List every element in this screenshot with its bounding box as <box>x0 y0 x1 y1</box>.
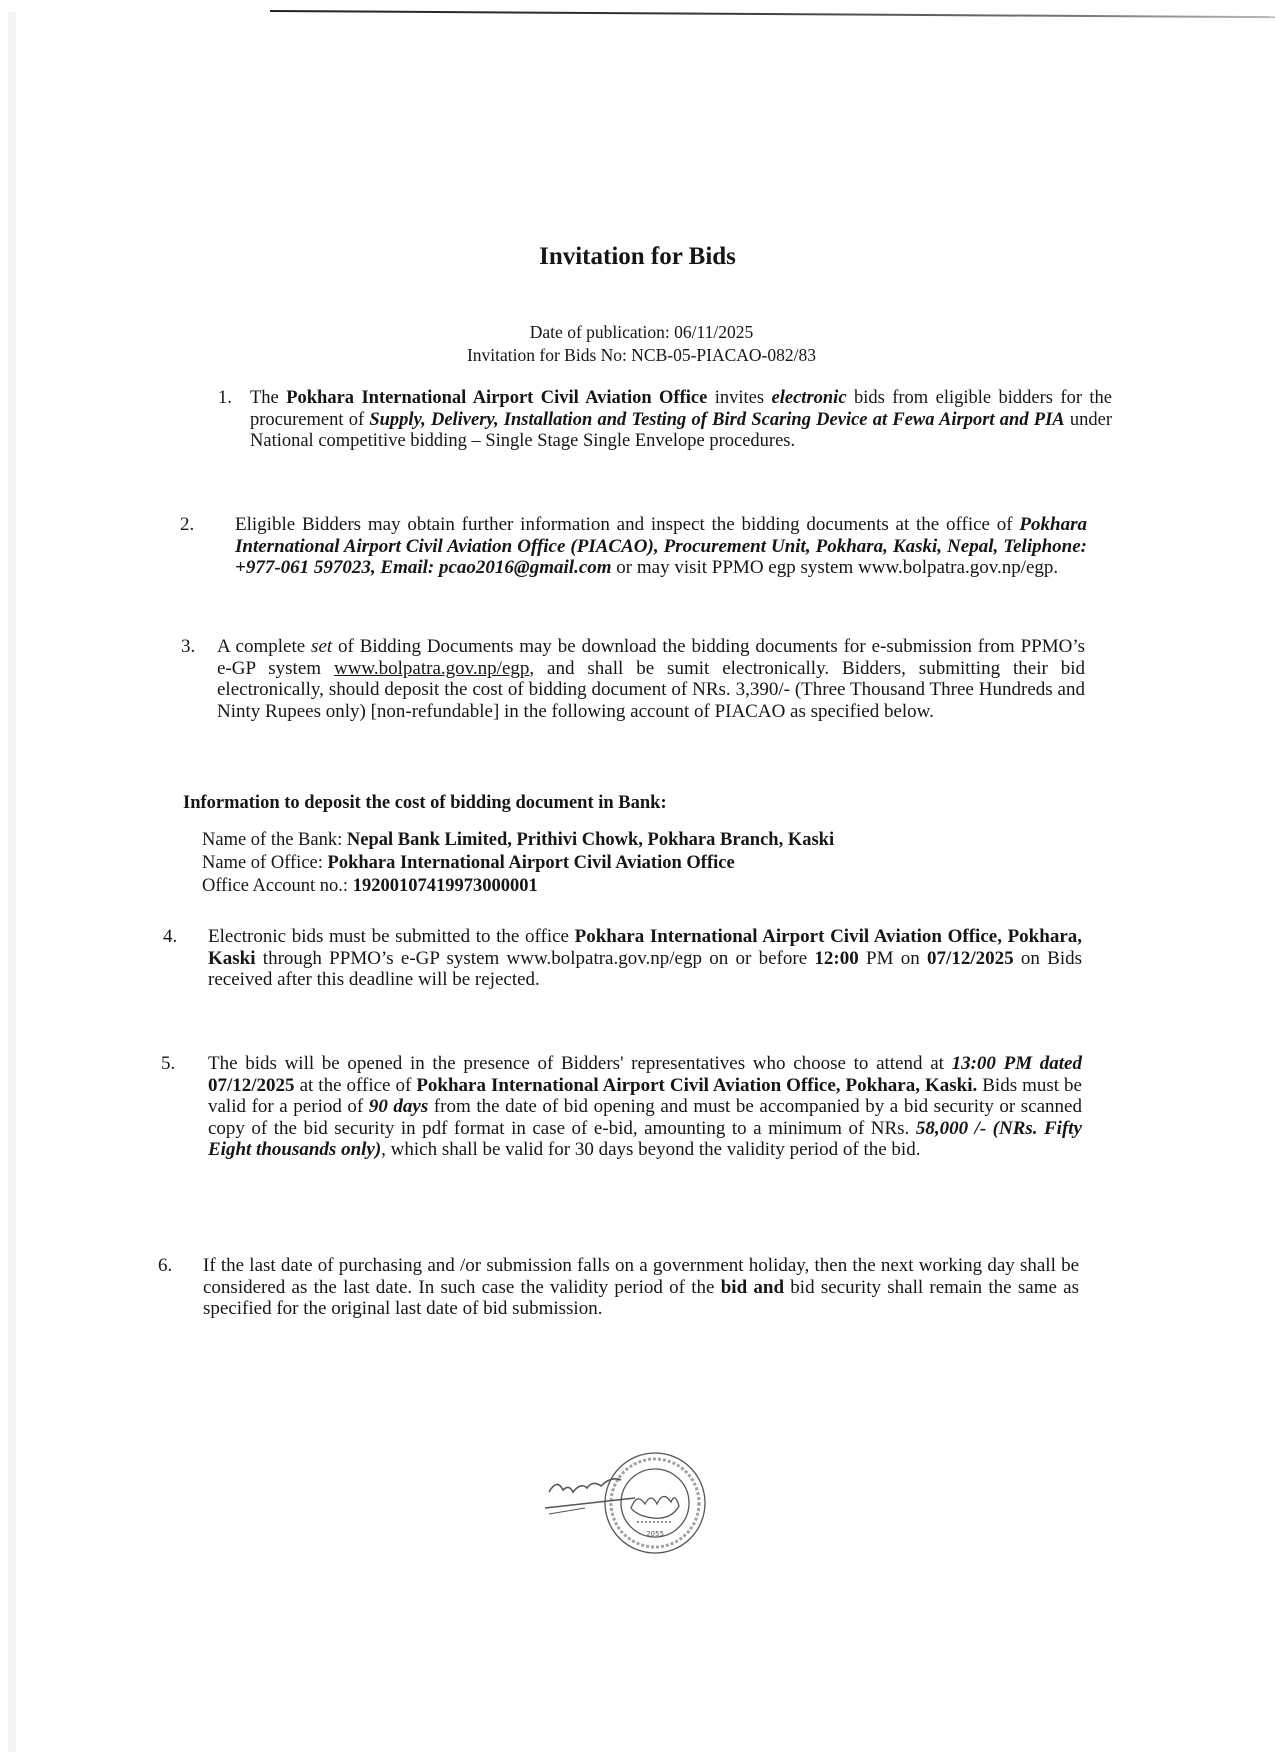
clause-text <box>208 1053 1082 1161</box>
scan-artifact-line <box>270 10 1275 18</box>
publication-date: Date of publication: 06/11/2025 <box>529 322 754 342</box>
text-run: , which shall be valid for 30 days beyond the validity period of the bid. <box>381 1139 921 1160</box>
bank-info-heading: Information to deposit the cost of bidding document in Bank: <box>183 793 667 813</box>
clause-text <box>235 514 1087 579</box>
submission-time: 12:00 <box>814 947 859 969</box>
text-run: A complete <box>217 636 312 657</box>
clause-number: 3. <box>181 636 196 657</box>
validity-period: 90 days <box>368 1096 429 1117</box>
clause-text <box>208 926 1082 991</box>
text-run: from the date of bid opening and must be accompanied by a bid security or scanned copy of the bid security in pdf format in case of e-bid, amounting to a minimum of NRs. <box>208 1096 1082 1139</box>
clause-number: 5. <box>161 1053 176 1074</box>
text-run: invites <box>707 388 772 408</box>
text-run: Electronic bids must be submitted to the office <box>208 926 575 947</box>
text-run: , and shall be sumit electronically. Bidders, submitting their bid electronically, should deposit the cost of bidding document of NRs. 3,390/- (Three Thousand Three Hundreds and Ninty Rupees only) [non-refundable] in the following account of PIACAO as specified below. <box>217 657 1086 722</box>
bank-name-line <box>202 830 834 851</box>
clause-number: 4. <box>163 926 178 947</box>
account-number-label: Office Account no.: <box>202 876 353 896</box>
clause-1 <box>218 388 1113 453</box>
office-name: Pokhara International Airport Civil Aviation Office, Pokhara, Kaski. <box>416 1074 978 1096</box>
text-run: under National competitive bidding – Single Stage Single Envelope procedures. <box>250 409 1113 451</box>
stamp-outer-ring <box>605 1453 705 1553</box>
stamp-inner-ring <box>621 1469 689 1537</box>
clause-3 <box>181 636 1086 722</box>
clause-2 <box>180 514 1087 579</box>
text-run: Eligible Bidders may obtain further information and inspect the bidding documents at the office of <box>235 514 1020 535</box>
stamp-year: 2055 <box>646 1530 664 1538</box>
text-run: Bids must be valid for a period of <box>208 1074 1082 1117</box>
clause-text <box>217 636 1085 722</box>
text-run: of Bidding Documents may be download the bidding documents for e-submission from PPMO’s e-GP system <box>217 636 1085 679</box>
opening-date: 07/12/2025 <box>208 1074 295 1096</box>
clause-number: 1. <box>218 388 232 408</box>
office-name: Pokhara International Airport Civil Aviation Office, Pokhara, Kaski <box>208 926 1083 969</box>
egp-link[interactable]: www.bolpatra.gov.np/egp <box>333 657 530 679</box>
clause-number: 2. <box>180 514 195 535</box>
text-emphasis: set <box>311 636 333 657</box>
opening-time: 13:00 PM dated <box>951 1053 1082 1074</box>
text-emphasis: bid and <box>720 1276 785 1298</box>
clause-text <box>250 388 1112 453</box>
clause-6 <box>158 1255 1080 1320</box>
official-stamp-and-signature <box>545 1448 715 1558</box>
text-run: bid security shall remain the same as specified for the original last date of bid submission. <box>203 1276 1080 1319</box>
text-run: at the office of <box>294 1074 417 1096</box>
bank-name-label: Name of the Bank: <box>202 830 347 850</box>
bank-name-value: Nepal Bank Limited, Prithivi Chowk, Pokhara Branch, Kaski <box>346 830 835 850</box>
clause-text <box>203 1255 1079 1320</box>
office-name-value: Pokhara International Airport Civil Aviation Office <box>327 853 735 873</box>
text-run: on Bids received after this deadline will be rejected. <box>208 947 1083 990</box>
text-run: through PPMO’s e-GP system www.bolpatra.gov.np/egp on or before <box>255 947 815 969</box>
text-run: bids from eligible bidders for the procurement of <box>250 388 1113 430</box>
contact-details: Pokhara International Airport Civil Aviation Office (PIACAO), Procurement Unit, Pokhara, Kaski, Nepal, Teliphone: +977-061 597023, Email: pcao2016@gmail.com <box>235 514 1087 578</box>
bid-security-amount: 58,000 /- (NRs. Fifty Eight thousands only) <box>208 1117 1082 1160</box>
scan-edge <box>8 12 16 1752</box>
text-run: If the last date of purchasing and /or submission falls on a government holiday, then the next working day shall be considered as the last date. In such case the validity period of the <box>203 1255 1079 1298</box>
text-emphasis: electronic <box>771 388 847 408</box>
stamp-emblem <box>631 1496 679 1518</box>
document-title: Invitation for Bids <box>539 243 736 270</box>
office-name: Pokhara International Airport Civil Aviation Office <box>286 388 708 408</box>
procurement-subject: Supply, Delivery, Installation and Testing of Bird Scaring Device at Fewa Airport and PIA <box>369 409 1065 430</box>
submission-date: 07/12/2025 <box>927 947 1014 969</box>
clause-4 <box>163 926 1083 991</box>
text-run: The bids will be opened in the presence of Bidders' representatives who choose to attend at <box>208 1053 952 1074</box>
clause-5 <box>161 1053 1082 1161</box>
clause-number: 6. <box>158 1255 173 1276</box>
account-number-value: 19200107419973000001 <box>352 876 538 896</box>
account-number-line <box>202 876 538 897</box>
office-name-line <box>202 853 735 874</box>
office-name-label: Name of Office: <box>202 853 328 873</box>
text-run: or may visit PPMO egp system www.bolpatra.gov.np/egp. <box>611 557 1059 578</box>
ifb-number: Invitation for Bids No: NCB-05-PIACAO-082/83 <box>466 345 817 365</box>
text-run: PM on <box>858 947 928 969</box>
text-run: The <box>250 388 287 408</box>
